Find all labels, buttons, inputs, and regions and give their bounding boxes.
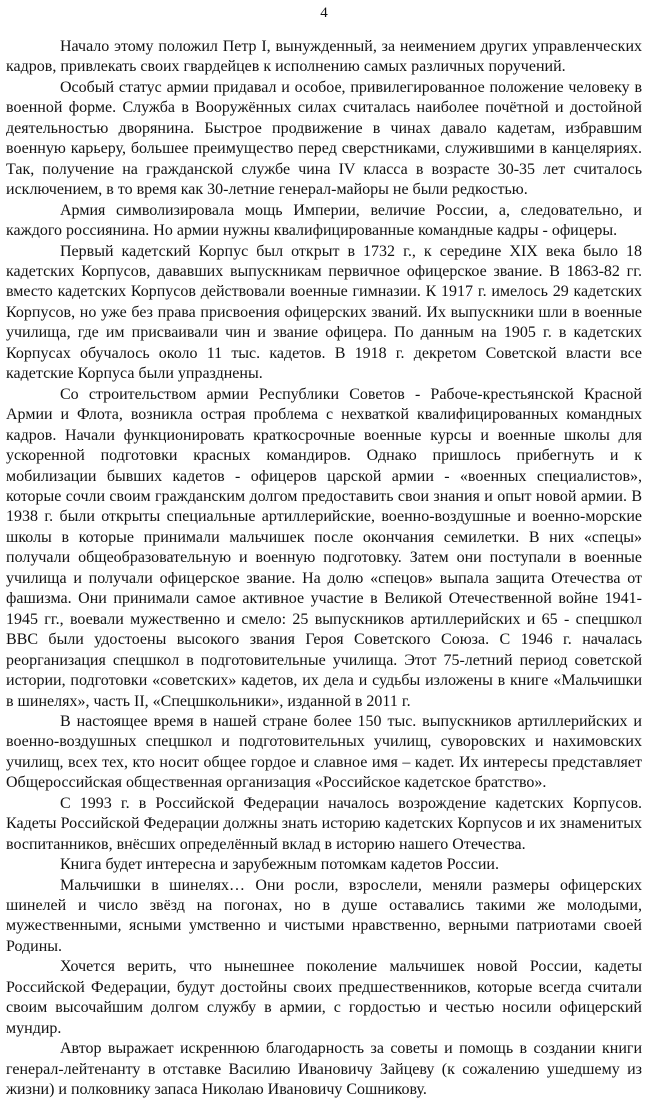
paragraph-2: Особый статус армии придавал и особое, привилегированное положение человеку в военной форме. Служба в Вооружённых силах считалась наиболее почётной и достойной деятельностью дворянина. Быстрое продвижение в чинах давало кадетам, избравшим военную карьеру, большее преимущество перед сверстниками, служившими в канцеляриях. Так, получение на гражданской службе чина IV класса в возрасте 30-35 лет считалось исключением, в то время как 30-летние генерал-майоры не были редкостью. [6, 78, 642, 199]
paragraph-8: Книга будет интересна и зарубежным потомкам кадетов России. [60, 856, 499, 874]
paragraph-6: В настоящее время в нашей стране более 150 тыс. выпускников артиллерийских и военно-воздушных спецшкол и подготовительных училищ, суворовских и нахимовских училищ, всех тех, кто носит общее гордое и славное имя – кадет. Их интересы представляет Общероссийская общественная организация «Российское кадетское братство». [6, 712, 642, 792]
paragraph-10: Хочется верить, что нынешнее поколение мальчишек новой России, кадеты Российской Федерации, будут достойны своих предшественников, которые всегда считали своим высочайшим долгом службу в армии, с гордостью и честью носили офицерский мундир. [6, 958, 642, 1037]
paragraph-4: Первый кадетский Корпус был открыт в 1732 г., к середине XIX века было 18 кадетских Корпусов, дававших выпускникам первичное офицерское звание. В 1863-82 гг. вместо кадетских Корпусов действовали военные гимназии. К 1917 г. имелось 29 кадетских Корпусов, но уже без права присвоения офицерских званий. Их выпускники шли в военные училища, где им присваивали чин и звание офицера. По данным на 1905 г. в кадетских Корпусах обучалось около 11 тыс. кадетов. В 1918 г. декретом Советской власти все кадетские Корпуса были упразднены. [6, 242, 642, 383]
body-text [6, 37, 642, 1101]
paragraph-9: Мальчишки в шинелях… Они росли, взрослели, меняли размеры офицерских шинелей и число звёзд на погонах, но в душе оставались такими же молодыми, мужественными, ясными умственно и чистыми нравственно, верными патриотами своей Родины. [6, 876, 642, 955]
page-number: 4 [320, 5, 328, 21]
paragraph-11: Автор выражает искреннюю благодарность за советы и помощь в создании книги генерал-лейтенанту в отставке Василию Ивановичу Зайцеву (к сожалению ушедшему из жизни) и полковнику запаса Николаю Ивановичу Сошникову. [6, 1040, 642, 1099]
paragraph-5: Со строительством армии Республики Советов - Рабоче-крестьянской Красной Армии и Флота, возникла острая проблема с нехваткой квалифицированных командных кадров. Начали функционировать краткосрочные военные курсы и военные школы для ускоренной подготовки красных командиров. Однако пришлось прибегнуть и к мобилизации бывших кадетов - офицеров царской армии - «военных специалистов», которые сочли своим гражданским долгом предоставить свои знания и опыт новой армии. В 1938 г. были открыты специальные артиллерийские, военно-воздушные и военно-морские школы в которые принимали мальчишек после окончания семилетки. В них «спецы» получали общеобразовательную и военную подготовку. Затем они поступали в военные училища и получали офицерское звание. На долю «спецов» выпала защита Отечества от фашизма. Они принимали самое активное участие в Великой Отечественной войне 1941-1945 гг., воевали мужественно и смело: 25 выпускников артиллерийских и 65 - спецшкол ВВС были удостоены высокого звания Героя Советского Союза. С 1946 г. началась реорганизация спецшкол в подготовительные училища. Этот 75-летний период советской истории, подготовки «советских» кадетов, их дела и судьбы изложены в книге «Мальчишки в шинелях», часть II, «Спецшкольники», изданной в 2011 г. [6, 385, 642, 710]
paragraph-7: С 1993 г. в Российской Федерации началось возрождение кадетских Корпусов. Кадеты Российской Федерации должны знать историю кадетских Корпусов и их знаменитых воспитанников, внёсших определённый вклад в историю нашего Отечества. [6, 794, 642, 853]
paragraph-1: Начало этому положил Петр I, вынужденный, за неимением других управленческих кадров, привлекать своих гвардейцев к исполнению самых различных поручений. [6, 38, 642, 76]
paragraph-3: Армия символизировала мощь Империи, величие России, а, следовательно, и каждого россиянина. Но армии нужны квалифицированные командные кадры - офицеры. [6, 201, 642, 240]
